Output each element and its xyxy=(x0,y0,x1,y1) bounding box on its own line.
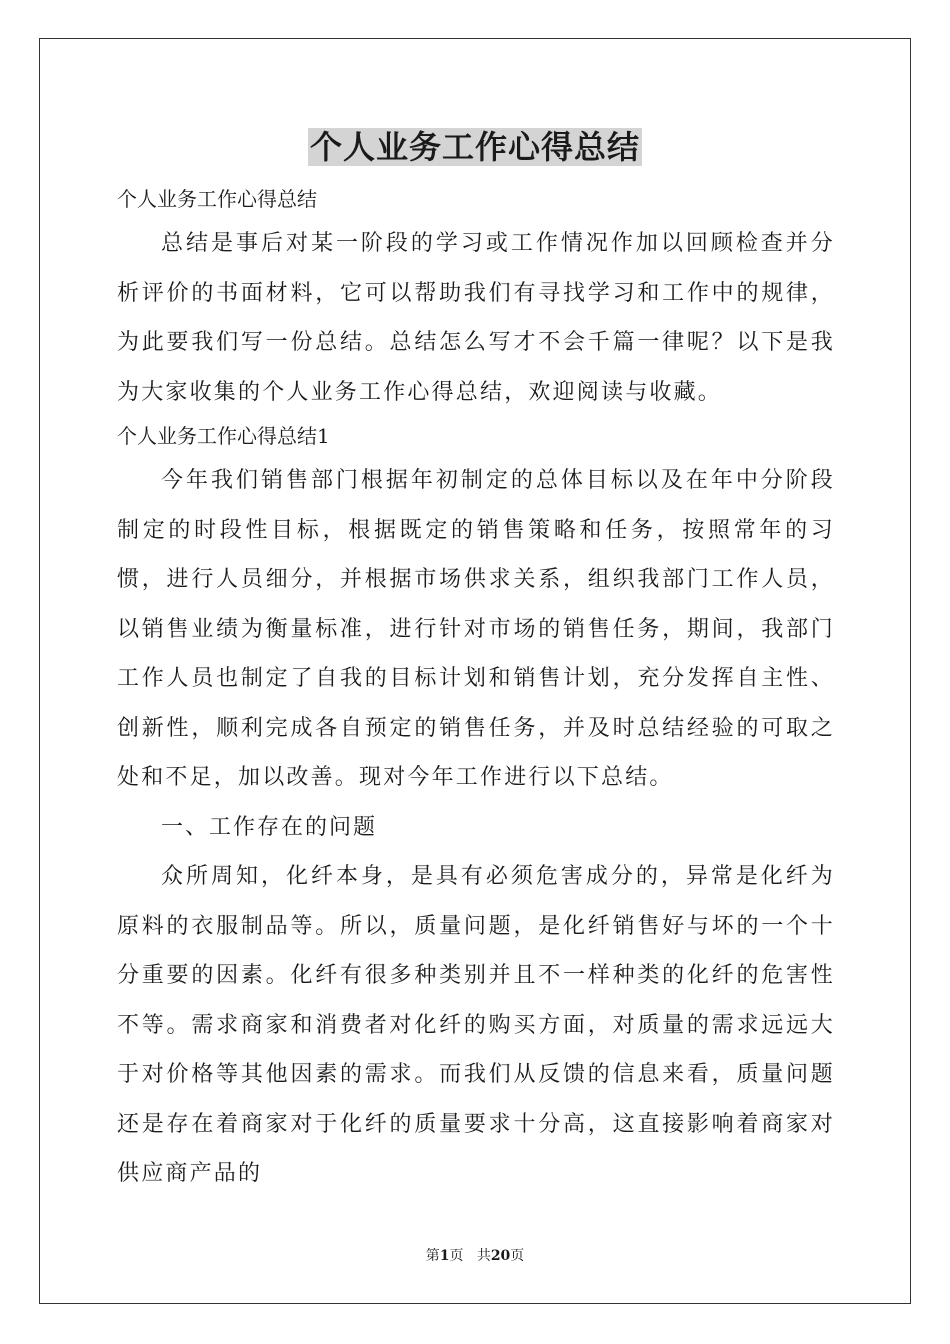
footer-page-prefix: 第 xyxy=(425,1248,440,1264)
document-title-text: 个人业务工作心得总结 xyxy=(309,128,640,166)
document-body xyxy=(117,180,835,1199)
page-footer xyxy=(0,1246,950,1266)
footer-page-suffix: 页 xyxy=(449,1248,464,1264)
section-heading: 个人业务工作心得总结1 xyxy=(117,424,330,448)
footer-total-suffix: 页 xyxy=(510,1248,525,1264)
document-subtitle: 个人业务工作心得总结 xyxy=(117,187,317,211)
footer-total-prefix: 共 xyxy=(476,1248,491,1264)
subsection-title: 一、工作存在的问题 xyxy=(161,814,378,840)
footer-total-pages: 20 xyxy=(490,1248,511,1264)
body-paragraph-2: 众所周知，化纤本身，是具有必须危害成分的，异常是化纤为原料的衣服制品等。所以，质量问题，是化纤销售好与坏的一个十分重要的因素。化纤有很多种类别并且不一样种类的化纤的危害性不等。需求商家和消费者对化纤的购买方面，对质量的需求远远大于对价格等其他因素的需求。而我们从反馈的信息来看，质量问题还是存在着商家对于化纤的质量要求十分高，这直接影响着商家对供应商产品的 xyxy=(117,864,835,1186)
intro-paragraph: 总结是事后对某一阶段的学习或工作情况作加以回顾检查并分析评价的书面材料，它可以帮助我们有寻找学习和工作中的规律，为此要我们写一份总结。总结怎么写才不会千篇一律呢？以下是我为大家收集的个人业务工作心得总结，欢迎阅读与收藏。 xyxy=(117,231,835,405)
body-paragraph-1: 今年我们销售部门根据年初制定的总体目标以及在年中分阶段制定的时段性目标，根据既定的销售策略和任务，按照常年的习惯，进行人员细分，并根据市场供求关系，组织我部门工作人员，以销售业绩为衡量标准，进行针对市场的销售任务，期间，我部门工作人员也制定了自我的目标计划和销售计划，充分发挥自主性、创新性，顺利完成各自预定的销售任务，并及时总结经验的可取之处和不足，加以改善。现对今年工作进行以下总结。 xyxy=(117,468,835,790)
document-title xyxy=(0,124,950,170)
footer-page-number: 1 xyxy=(439,1248,450,1264)
